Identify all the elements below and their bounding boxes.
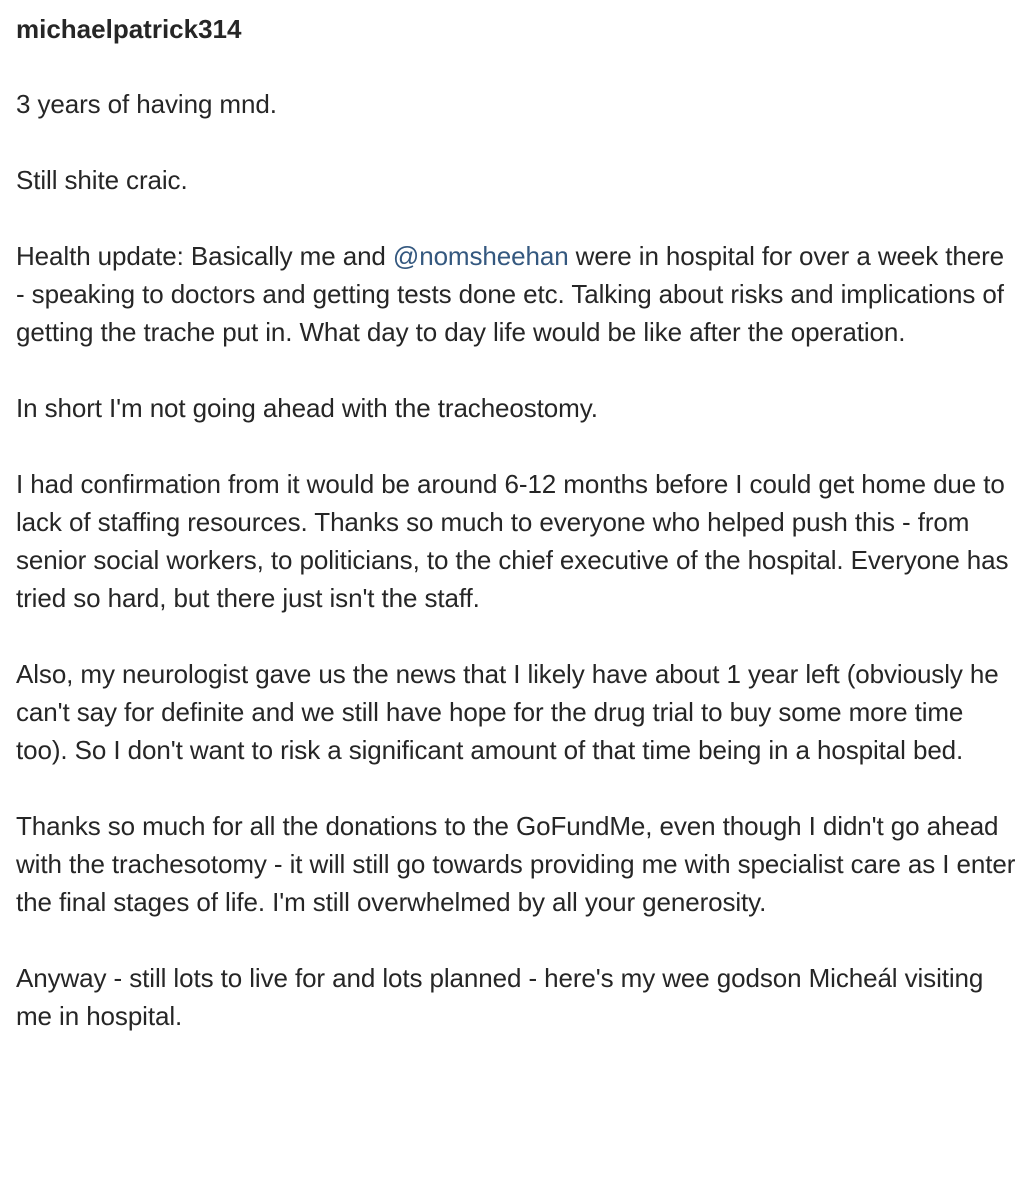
caption-text-segment: Health update: Basically me and bbox=[16, 241, 393, 271]
caption-paragraph-1: 3 years of having mnd. bbox=[16, 89, 277, 119]
caption-paragraph-7: Thanks so much for all the donations to the GoFundMe, even though I didn't go ahead with the trachesotomy - it will still go towards providing me with specialist care as I enter the final stages of life. I'm still overwhelmed by all your generosity. bbox=[16, 811, 1016, 917]
caption-body bbox=[16, 85, 1016, 1035]
caption-text-segment: were in hospital for over a week there - speaking to doctors and getting tests done etc. Talking about risks and implications of getting the trache put in. What day to day life would be like after the operation. bbox=[16, 241, 1004, 347]
caption-paragraph-4: In short I'm not going ahead with the tracheostomy. bbox=[16, 393, 598, 423]
caption-paragraph-3 bbox=[16, 237, 1016, 351]
caption-paragraph-5: I had confirmation from it would be around 6-12 months before I could get home due to lack of staffing resources. Thanks so much to everyone who helped push this - from senior social workers, to politicians, to the chief executive of the hospital. Everyone has tried so hard, but there just isn't the staff. bbox=[16, 469, 1009, 613]
mention-link[interactable]: @nomsheehan bbox=[392, 241, 569, 271]
username-link[interactable]: michaelpatrick314 bbox=[16, 14, 242, 44]
caption-paragraph-2: Still shite craic. bbox=[16, 165, 188, 195]
caption-paragraph-6: Also, my neurologist gave us the news that I likely have about 1 year left (obviously he can't say for definite and we still have hope for the drug trial to buy some more time too). So I don't want to risk a significant amount of that time being in a hospital bed. bbox=[16, 659, 999, 765]
caption-paragraph-8: Anyway - still lots to live for and lots planned - here's my wee godson Micheál visiting me in hospital. bbox=[16, 963, 984, 1031]
